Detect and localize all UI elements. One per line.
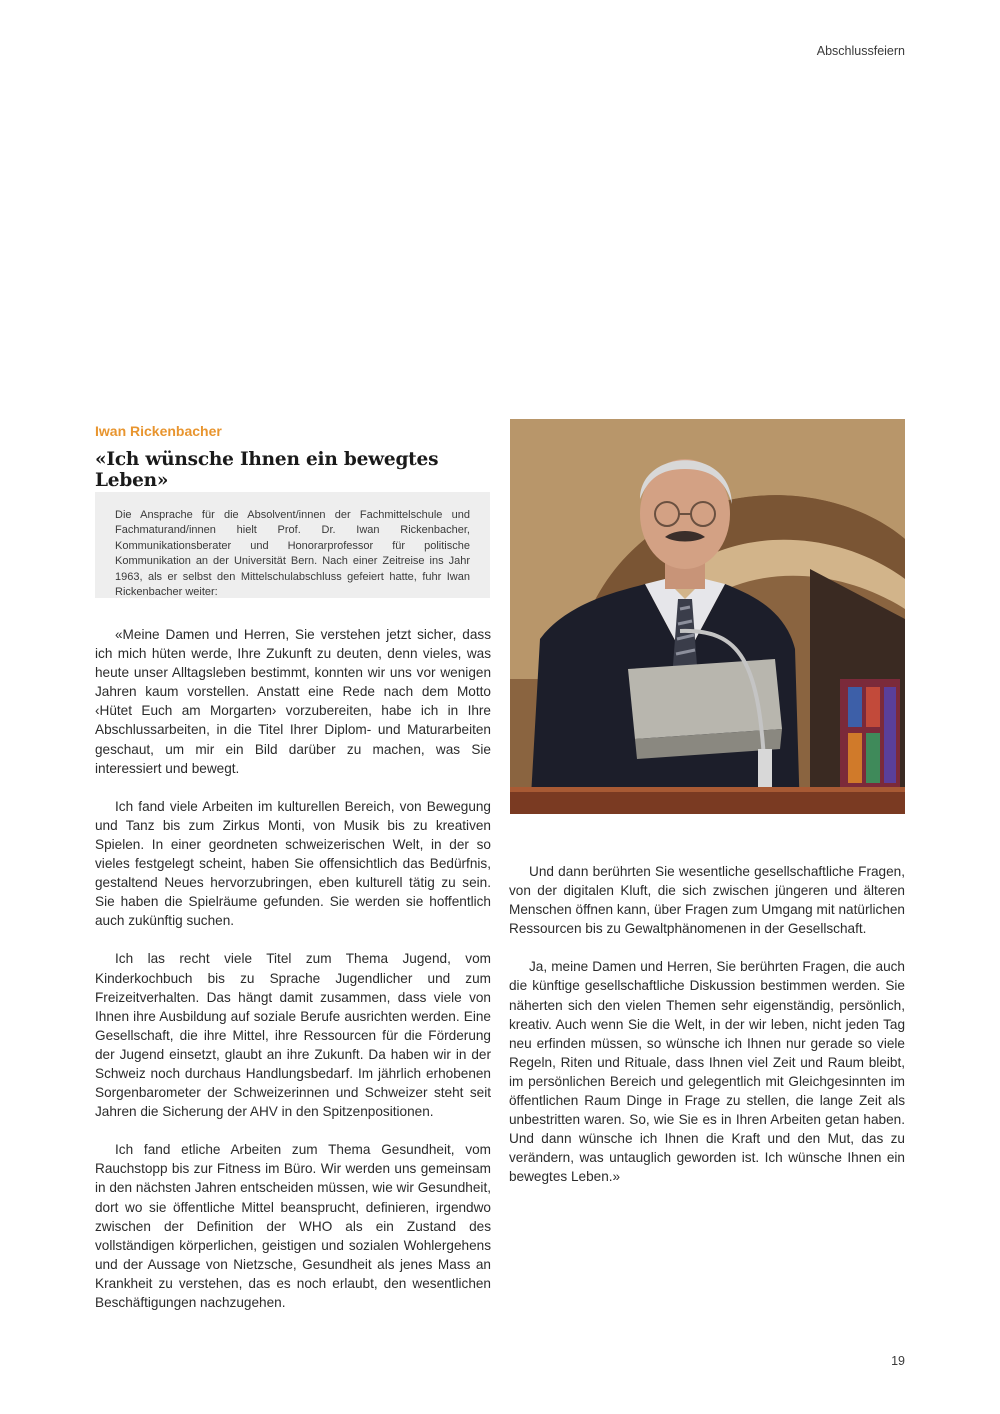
intro-box	[95, 492, 490, 598]
paragraph: Ich las recht viele Titel zum Thema Jugend, vom Kinderkochbuch bis zu Sprache Jugendlicher und zum Freizeitverhalten. Das hängt damit zusammen, dass viele von Ihnen ihre Ausbildung auf soziale Berufe ausrichten werden. Eine Gesellschaft, die ihre Mittel, ihre Ressourcen für die Förderung der Jugend einsetzt, glaubt an ihre Zukunft. Da haben wir in der Schweiz noch durchaus Handlungsbedarf. Im jährlich erhobenen Sorgenbarometer der Schweizerinnen und Schweizer steht seit Jahren die Sicherung der AHV in den Spitzenpositionen.	[95, 951, 491, 1120]
article-title: «Ich wünsche Ihnen ein bewegtes Leben»	[95, 449, 439, 491]
right-column	[509, 862, 905, 1206]
paragraph: Ich fand viele Arbeiten im kulturellen Bereich, von Bewegung und Tanz bis zum Zirkus Monti, von Musik bis zu kreativen Spielen. In einer geordneten schweizerischen Welt, in der so vieles festgelegt scheint, haben Sie offensichtlich das Bedürfnis, gestaltend Neues hervorzubringen, eben kulturell tätig zu sein. Sie haben die Spielräume gefunden. Sie werden sie hoffentlich auch zukünftig suchen.	[95, 798, 491, 929]
paragraph: Ja, meine Damen und Herren, Sie berührten Fragen, die auch die künftige gesellschaftliche Diskussion bestimmen werden. Sie näherten sich den vielen Themen sehr eigenständig, persönlich, kreativ. Auch wenn Sie die Welt, in der wir leben, nicht jeden Tag neu erfinden müssen, so wünsche ich Ihnen nur gerade so viele Regeln, Riten und Rituale, dass Ihnen viel Zeit und Raum bleibt, im persönlichen Bereich und gelegentlich mit Gleichgesinnten im öffentlichen Raum Dinge in Frage zu stellen, die lange Zeit als unbestritten waren. So, wie Sie es in Ihren Arbeiten getan haben. Und dann wünsche ich Ihnen die Kraft und den Mut, das zu verändern, was untauglich geworden ist. Ich wünsche Ihnen ein bewegtes Leben.»	[509, 959, 905, 1185]
speaker-photo	[510, 419, 905, 814]
paragraph: Ich fand etliche Arbeiten zum Thema Gesundheit, vom Rauchstopp bis zur Fitness im Büro. Wir werden uns gemeinsam in den nächsten Jahren entscheiden müssen, wie wir Gesundheit, dort wo sie öffentliche Mittel beansprucht, definieren, irgendwo zwischen der Definition der WHO als ein Zustand des vollständigen körperlichen, geistigen und sozialen Wohlergehens und der Aussage von Nietzsche, Gesundheit als jenes Mass an Krankheit zu verstehen, das es noch erlaubt, den wesentlichen Beschäftigungen nachzugehen.	[95, 1142, 491, 1310]
page-number: 19	[891, 1354, 905, 1368]
paragraph: Und dann berührten Sie wesentliche gesellschaftliche Fragen, von der digitalen Kluft, die sich zwischen jüngeren und älteren Menschen öffnen kann, über Fragen zum Umgang mit natürlichen Ressourcen bis zu Gewaltphänomenen in der Gesellschaft.	[509, 864, 905, 937]
intro-text: Die Ansprache für die Absolvent/innen der Fachmittelschule und Fachmaturand/innen hielt Prof. Dr. Iwan Rickenbacher, Kommunikationsberater und Honorarprofessor für politische Kommunikation an der Universität Bern. Nach einer Zeitreise ins Jahr 1963, als er selbst den Mittelschulabschluss gefeiert hatte, fuhr Iwan Rickenbacher weiter:	[115, 509, 470, 599]
author-name: Iwan Rickenbacher	[95, 423, 222, 439]
paragraph: «Meine Damen und Herren, Sie verstehen jetzt sicher, dass ich mich hüten werde, Ihre Zukunft zu deuten, denn vieles, was heute unser Alltagsleben bestimmt, konnten wir uns vor wenigen Jahren kaum vorstellen. Anstatt eine Rede nach dem Motto ‹Hütet Euch am Morgarten› vorzubereiten, habe ich in Ihre Abschlussarbeiten, in die Titel Ihrer Diplom- und Maturarbeiten geschaut, um mir ein Bild darüber zu machen, was Sie interessiert und bewegt.	[95, 627, 491, 776]
left-column	[95, 625, 491, 1331]
running-head: Abschlussfeiern	[816, 44, 905, 58]
